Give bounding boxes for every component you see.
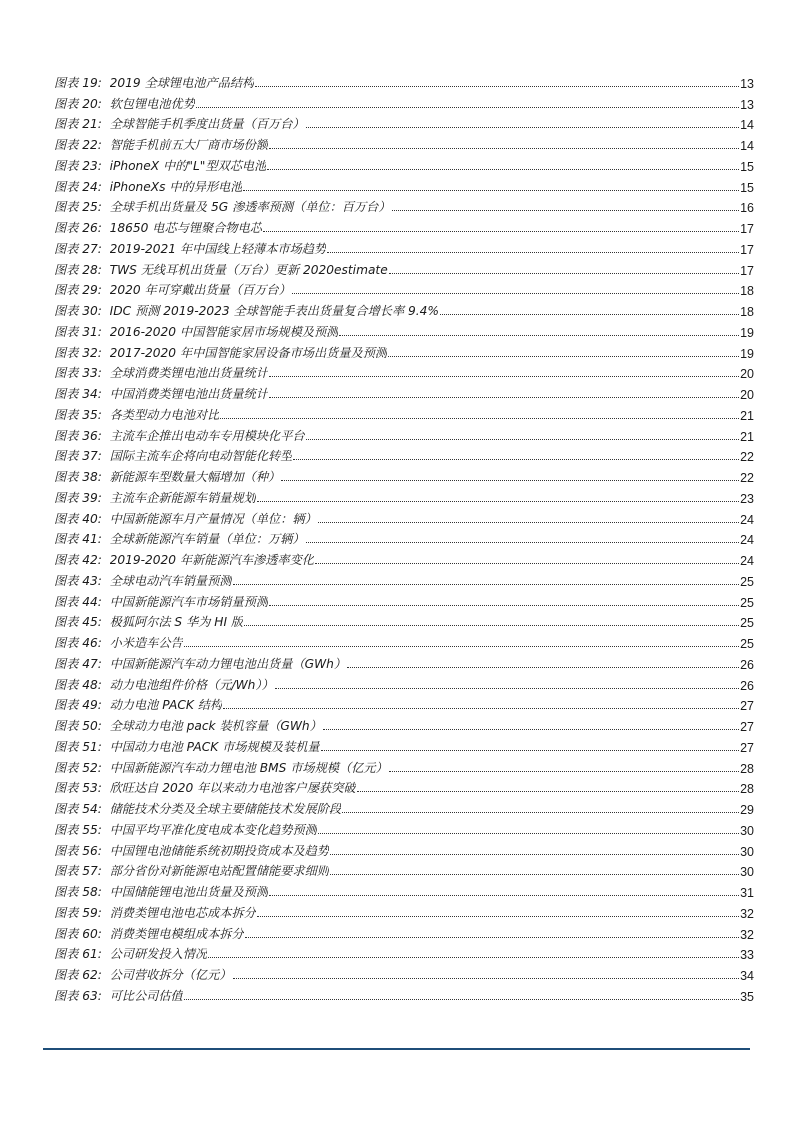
toc-entry-label: 图表 54: bbox=[54, 802, 102, 816]
dot-leader bbox=[257, 500, 739, 502]
toc-entry-label: 图表 26: bbox=[54, 221, 102, 235]
toc-entry-page-number: 27 bbox=[740, 699, 754, 714]
toc-entry-title: 全球智能手机季度出货量（百万台） bbox=[109, 117, 305, 132]
dot-leader bbox=[196, 106, 739, 108]
dot-leader bbox=[220, 417, 739, 419]
toc-entry-page-number: 19 bbox=[740, 346, 754, 361]
toc-entry-label: 图表 41: bbox=[54, 532, 102, 547]
dot-leader bbox=[323, 728, 739, 730]
toc-entry-page-number: 23 bbox=[740, 491, 754, 506]
toc-entry-label: 图表 19: bbox=[54, 75, 102, 90]
toc-entry-label: 图表 31: bbox=[54, 324, 102, 339]
toc-entry-label: 图表 48: bbox=[54, 677, 102, 692]
toc-entry-label: 图表 63: bbox=[54, 988, 102, 1003]
toc-entry-title: 2019-2021 年中国线上轻薄本市场趋势 bbox=[109, 241, 327, 256]
dot-leader bbox=[440, 313, 739, 315]
toc-entry-title: iPhoneXs 中的异形电池 bbox=[109, 179, 243, 194]
dot-leader bbox=[269, 894, 739, 896]
toc-entry-page-number: 25 bbox=[740, 574, 754, 589]
toc-entry[interactable] bbox=[54, 630, 754, 651]
toc-entry-page-number: 19 bbox=[740, 325, 754, 340]
toc-entry-label: 图表 34: bbox=[54, 387, 102, 401]
toc-entry-title: 2016-2020 中国智能家居市场规模及预测 bbox=[109, 324, 339, 339]
dot-leader bbox=[233, 977, 740, 979]
toc-entry[interactable] bbox=[54, 464, 754, 485]
toc-entry-title: 国际主流车企将向电动智能化转型 bbox=[109, 449, 293, 464]
toc-entry[interactable] bbox=[54, 962, 754, 983]
toc-entry-title: 软包锂电池优势 bbox=[109, 96, 195, 111]
toc-entry-title: 极狐阿尔法 S 华为 HI 版 bbox=[109, 615, 244, 630]
dot-leader bbox=[330, 853, 739, 855]
toc-entry-page-number: 18 bbox=[740, 305, 754, 319]
dot-leader bbox=[339, 334, 739, 336]
toc-entry[interactable] bbox=[54, 859, 754, 880]
toc-entry-page-number: 26 bbox=[740, 657, 754, 672]
dot-leader bbox=[318, 521, 739, 523]
dot-leader bbox=[269, 396, 739, 398]
toc-entry-page-number: 21 bbox=[740, 429, 754, 444]
toc-entry[interactable] bbox=[54, 734, 754, 755]
toc-entry-page-number: 29 bbox=[740, 803, 754, 817]
toc-entry-label: 图表 22: bbox=[54, 138, 102, 152]
toc-entry-title: 2019-2020 年新能源汽车渗透率变化 bbox=[109, 553, 314, 567]
toc-entry-title: 2017-2020 年中国智能家居设备市场出货量及预测 bbox=[109, 345, 388, 360]
toc-entry-title: 中国新能源汽车动力锂电池 BMS 市场规模（亿元） bbox=[109, 760, 388, 775]
dot-leader bbox=[255, 85, 739, 87]
toc-entry[interactable] bbox=[54, 796, 754, 817]
toc-entry-page-number: 20 bbox=[740, 367, 754, 382]
toc-entry-title: 各类型动力电池对比 bbox=[109, 407, 220, 422]
dot-leader bbox=[327, 251, 739, 253]
toc-entry-title: 主流车企新能源车销量规划 bbox=[109, 490, 256, 505]
toc-entry-title: iPhoneX 中的"L"型双芯电池 bbox=[109, 158, 267, 173]
toc-entry-title: 公司营收拆分（亿元） bbox=[109, 968, 232, 982]
toc-entry[interactable] bbox=[54, 589, 754, 610]
toc-entry-title: 新能源车型数量大幅增加（种） bbox=[109, 470, 281, 484]
toc-entry-page-number: 15 bbox=[740, 159, 754, 174]
dot-leader bbox=[306, 438, 739, 440]
toc-entry-label: 图表 42: bbox=[54, 553, 102, 567]
dot-leader bbox=[184, 645, 739, 647]
toc-entry-page-number: 16 bbox=[740, 201, 754, 216]
toc-entry-title: 全球手机出货量及 5G 渗透率预测（单位：百万台） bbox=[109, 200, 391, 215]
toc-entry-label: 图表 38: bbox=[54, 470, 102, 484]
toc-entry-label: 图表 49: bbox=[54, 698, 102, 713]
toc-entry-page-number: 25 bbox=[740, 616, 754, 631]
toc-entry-label: 图表 60: bbox=[54, 926, 102, 941]
toc-entry-label: 图表 51: bbox=[54, 739, 102, 754]
dot-leader bbox=[389, 272, 739, 274]
toc-entry-title: 部分省份对新能源电站配置储能要求细则 bbox=[109, 864, 329, 879]
toc-entry-label: 图表 58: bbox=[54, 885, 102, 899]
toc-entry-page-number: 14 bbox=[740, 139, 754, 153]
table-of-figures bbox=[54, 70, 754, 1004]
toc-entry-page-number: 26 bbox=[740, 678, 754, 693]
footer-divider bbox=[43, 1048, 750, 1050]
toc-entry-title: 中国消费类锂电池出货量统计 bbox=[109, 387, 269, 401]
toc-entry-title: 中国新能源汽车动力锂电池出货量（GWh） bbox=[109, 656, 347, 671]
toc-entry-label: 图表 30: bbox=[54, 304, 102, 318]
toc-entry[interactable] bbox=[54, 755, 754, 776]
toc-entry-page-number: 22 bbox=[740, 471, 754, 485]
dot-leader bbox=[306, 541, 739, 543]
toc-entry[interactable] bbox=[54, 174, 754, 195]
toc-entry-title: 全球新能源汽车销量（单位：万辆） bbox=[109, 532, 305, 547]
dot-leader bbox=[243, 189, 739, 191]
toc-entry[interactable] bbox=[54, 672, 754, 693]
toc-entry-title: 智能手机前五大厂商市场份额 bbox=[109, 138, 269, 152]
toc-entry-page-number: 24 bbox=[740, 533, 754, 548]
toc-entry-page-number: 30 bbox=[740, 823, 754, 838]
toc-entry[interactable] bbox=[54, 485, 754, 506]
toc-entry-title: 小米造车公告 bbox=[109, 636, 183, 650]
dot-leader bbox=[275, 687, 739, 689]
dot-leader bbox=[389, 770, 739, 772]
toc-entry-page-number: 13 bbox=[740, 76, 754, 91]
toc-entry-page-number: 13 bbox=[740, 97, 754, 112]
toc-entry-title: IDC 预测 2019-2023 全球智能手表出货量复合增长率 9.4% bbox=[109, 304, 440, 318]
toc-entry[interactable] bbox=[54, 817, 754, 838]
toc-entry[interactable] bbox=[54, 153, 754, 174]
toc-entry-page-number: 21 bbox=[740, 408, 754, 423]
dot-leader bbox=[184, 998, 739, 1000]
toc-entry-title: 消费类锂电池电芯成本拆分 bbox=[109, 905, 256, 920]
toc-entry-title: 动力电池组件价格（元/Wh）） bbox=[109, 677, 274, 692]
toc-entry[interactable] bbox=[54, 527, 754, 548]
toc-entry-page-number: 31 bbox=[740, 886, 754, 900]
dot-leader bbox=[269, 375, 739, 377]
toc-entry-page-number: 30 bbox=[740, 865, 754, 880]
toc-entry[interactable] bbox=[54, 568, 754, 589]
dot-leader bbox=[292, 292, 739, 294]
toc-entry-page-number: 18 bbox=[740, 284, 754, 299]
toc-entry-label: 图表 27: bbox=[54, 241, 102, 256]
toc-entry-label: 图表 23: bbox=[54, 158, 102, 173]
toc-entry-title: 公司研发投入情况 bbox=[109, 947, 208, 962]
toc-entry-page-number: 27 bbox=[740, 720, 754, 734]
dot-leader bbox=[392, 209, 740, 211]
toc-entry-label: 图表 55: bbox=[54, 822, 102, 837]
toc-entry-page-number: 17 bbox=[740, 242, 754, 257]
toc-entry-label: 图表 46: bbox=[54, 636, 102, 650]
toc-entry-title: 主流车企推出电动车专用模块化平台 bbox=[109, 428, 305, 443]
toc-entry-label: 图表 35: bbox=[54, 407, 102, 422]
dot-leader bbox=[388, 355, 739, 357]
toc-entry-page-number: 22 bbox=[740, 450, 754, 465]
toc-entry-label: 图表 53: bbox=[54, 781, 102, 796]
toc-entry-label: 图表 61: bbox=[54, 947, 102, 962]
toc-entry[interactable] bbox=[54, 610, 754, 631]
toc-entry-page-number: 35 bbox=[740, 989, 754, 1004]
dot-leader bbox=[357, 790, 740, 792]
toc-entry[interactable] bbox=[54, 91, 754, 112]
toc-entry[interactable] bbox=[54, 215, 754, 236]
toc-entry-title: 中国动力电池 PACK 市场规模及装机量 bbox=[109, 739, 320, 754]
dot-leader bbox=[208, 956, 739, 958]
toc-entry-page-number: 28 bbox=[740, 761, 754, 776]
toc-entry[interactable] bbox=[54, 195, 754, 216]
toc-entry-label: 图表 45: bbox=[54, 615, 102, 630]
toc-entry-page-number: 32 bbox=[740, 906, 754, 921]
toc-entry-label: 图表 56: bbox=[54, 843, 102, 858]
dot-leader bbox=[281, 479, 739, 481]
toc-entry[interactable] bbox=[54, 298, 754, 319]
dot-leader bbox=[315, 562, 739, 564]
toc-entry-page-number: 24 bbox=[740, 554, 754, 568]
toc-entry[interactable] bbox=[54, 693, 754, 714]
dot-leader bbox=[318, 832, 739, 834]
toc-entry[interactable] bbox=[54, 879, 754, 900]
toc-entry-title: 2020 年可穿戴出货量（百万台） bbox=[109, 283, 291, 298]
toc-entry[interactable] bbox=[54, 838, 754, 859]
toc-entry-title: 2019 全球锂电池产品结构 bbox=[109, 75, 255, 90]
toc-entry-label: 图表 44: bbox=[54, 594, 102, 609]
toc-entry-title: 中国储能锂电池出货量及预测 bbox=[109, 885, 269, 899]
dot-leader bbox=[263, 230, 739, 232]
toc-entry-page-number: 17 bbox=[740, 222, 754, 236]
toc-entry-page-number: 14 bbox=[740, 118, 754, 133]
toc-entry-title: 全球电动汽车销量预测 bbox=[109, 573, 232, 588]
toc-entry[interactable] bbox=[54, 900, 754, 921]
dot-leader bbox=[342, 811, 739, 813]
toc-entry-page-number: 27 bbox=[740, 740, 754, 755]
toc-entry-title: 储能技术分类及全球主要储能技术发展阶段 bbox=[109, 802, 342, 816]
toc-entry[interactable] bbox=[54, 402, 754, 423]
dot-leader bbox=[244, 624, 739, 626]
dot-leader bbox=[269, 604, 739, 606]
toc-entry-label: 图表 47: bbox=[54, 656, 102, 671]
toc-entry-label: 图表 29: bbox=[54, 283, 102, 298]
toc-entry-title: 中国新能源汽车市场销量预测 bbox=[109, 594, 269, 609]
toc-entry[interactable] bbox=[54, 506, 754, 527]
toc-entry-page-number: 17 bbox=[740, 263, 754, 278]
toc-entry-label: 图表 62: bbox=[54, 968, 102, 982]
toc-entry[interactable] bbox=[54, 361, 754, 382]
toc-entry-title: TWS 无线耳机出货量（万台）更新 2020estimate bbox=[109, 262, 388, 277]
toc-entry[interactable] bbox=[54, 112, 754, 133]
toc-entry[interactable] bbox=[54, 236, 754, 257]
toc-entry-title: 中国锂电池储能系统初期投资成本及趋势 bbox=[109, 843, 329, 858]
dot-leader bbox=[233, 583, 740, 585]
toc-entry-label: 图表 43: bbox=[54, 573, 102, 588]
toc-entry-page-number: 20 bbox=[740, 388, 754, 402]
dot-leader bbox=[330, 873, 739, 875]
toc-entry[interactable] bbox=[54, 983, 754, 1004]
dot-leader bbox=[293, 458, 739, 460]
toc-entry-label: 图表 57: bbox=[54, 864, 102, 879]
toc-entry[interactable] bbox=[54, 423, 754, 444]
toc-entry-page-number: 25 bbox=[740, 595, 754, 610]
toc-entry-label: 图表 33: bbox=[54, 366, 102, 381]
toc-entry-label: 图表 21: bbox=[54, 117, 102, 132]
toc-entry-title: 全球消费类锂电池出货量统计 bbox=[109, 366, 269, 381]
toc-entry[interactable] bbox=[54, 257, 754, 278]
toc-entry[interactable] bbox=[54, 381, 754, 402]
toc-entry[interactable] bbox=[54, 651, 754, 672]
toc-entry[interactable] bbox=[54, 132, 754, 153]
toc-entry[interactable] bbox=[54, 776, 754, 797]
toc-entry-page-number: 32 bbox=[740, 927, 754, 942]
toc-entry-label: 图表 37: bbox=[54, 449, 102, 464]
dot-leader bbox=[321, 749, 740, 751]
dot-leader bbox=[347, 666, 739, 668]
toc-entry-title: 欣旺达自 2020 年以来动力电池客户屡获突破 bbox=[109, 781, 356, 796]
toc-entry-page-number: 25 bbox=[740, 637, 754, 651]
toc-entry-label: 图表 25: bbox=[54, 200, 102, 215]
toc-entry[interactable] bbox=[54, 942, 754, 963]
toc-entry-title: 中国平均平准化度电成本变化趋势预测 bbox=[109, 822, 317, 837]
toc-entry-label: 图表 36: bbox=[54, 428, 102, 443]
toc-entry-label: 图表 52: bbox=[54, 760, 102, 775]
toc-entry-page-number: 34 bbox=[740, 969, 754, 983]
toc-entry[interactable] bbox=[54, 444, 754, 465]
toc-entry-label: 图表 50: bbox=[54, 719, 102, 733]
toc-entry-title: 全球动力电池 pack 装机容量（GWh） bbox=[109, 719, 322, 733]
dot-leader bbox=[267, 168, 739, 170]
dot-leader bbox=[306, 126, 739, 128]
toc-entry[interactable] bbox=[54, 278, 754, 299]
toc-entry-label: 图表 59: bbox=[54, 905, 102, 920]
toc-entry-label: 图表 24: bbox=[54, 179, 102, 194]
toc-entry-page-number: 24 bbox=[740, 512, 754, 527]
toc-entry[interactable] bbox=[54, 547, 754, 568]
toc-entry-title: 中国新能源车月产量情况（单位：辆） bbox=[109, 511, 317, 526]
dot-leader bbox=[223, 707, 739, 709]
toc-entry-page-number: 33 bbox=[740, 948, 754, 963]
dot-leader bbox=[269, 147, 739, 149]
toc-entry-title: 消费类锂电模组成本拆分 bbox=[109, 926, 244, 941]
toc-entry[interactable] bbox=[54, 70, 754, 91]
toc-entry-title: 可比公司估值 bbox=[109, 988, 183, 1003]
toc-entry-label: 图表 32: bbox=[54, 345, 102, 360]
toc-entry-page-number: 28 bbox=[740, 782, 754, 797]
toc-entry[interactable] bbox=[54, 340, 754, 361]
dot-leader bbox=[245, 936, 739, 938]
toc-entry[interactable] bbox=[54, 713, 754, 734]
toc-entry-label: 图表 40: bbox=[54, 511, 102, 526]
toc-entry-label: 图表 20: bbox=[54, 96, 102, 111]
toc-entry[interactable] bbox=[54, 921, 754, 942]
toc-entry[interactable] bbox=[54, 319, 754, 340]
toc-entry-label: 图表 39: bbox=[54, 490, 102, 505]
dot-leader bbox=[257, 915, 739, 917]
toc-entry-label: 图表 28: bbox=[54, 262, 102, 277]
toc-entry-title: 动力电池 PACK 结构 bbox=[109, 698, 223, 713]
toc-entry-title: 18650 电芯与锂聚合物电芯 bbox=[109, 221, 262, 235]
toc-entry-page-number: 15 bbox=[740, 180, 754, 195]
toc-entry-page-number: 30 bbox=[740, 844, 754, 859]
